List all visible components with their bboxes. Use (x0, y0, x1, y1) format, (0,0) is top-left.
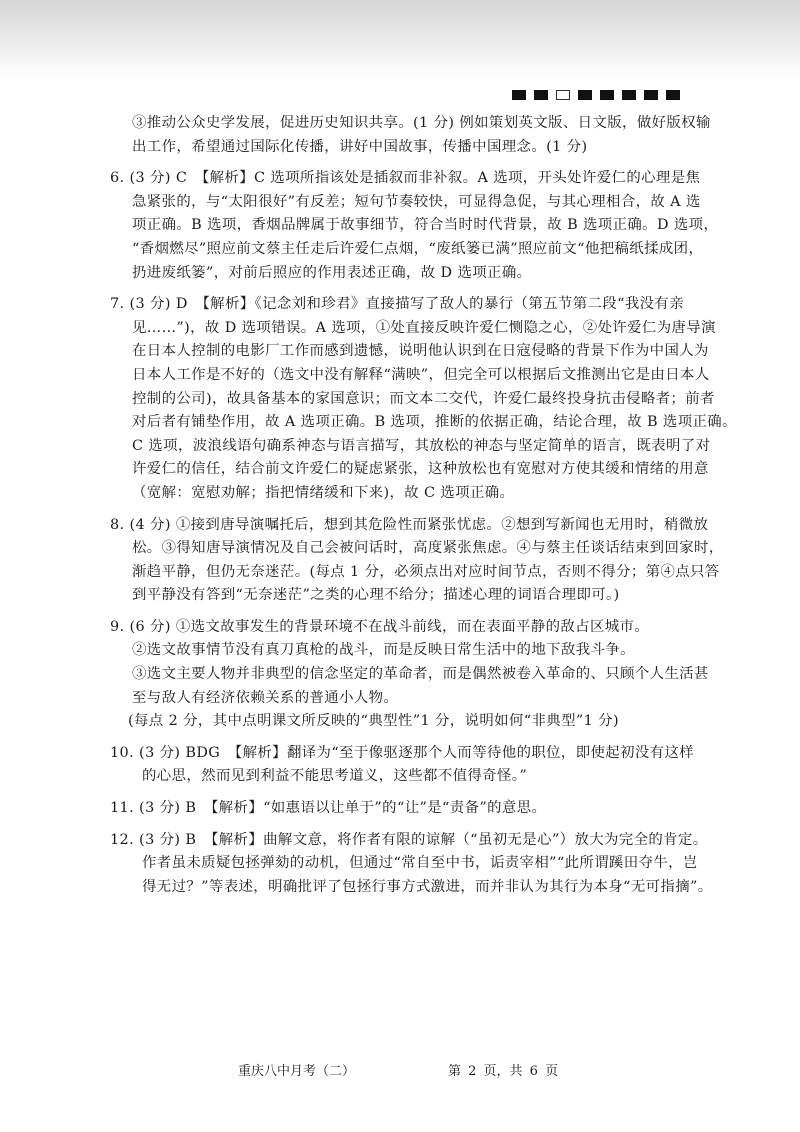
answer-11 (110, 797, 710, 821)
footer-page-number: 第 2 页，共 6 页 (448, 1064, 559, 1079)
header-mark (666, 90, 680, 100)
question-line: 9. (6 分) ①选文故事发生的背景环境不在战斗前线，而在表面平静的敌占区城市。 (110, 618, 650, 635)
text-line: 作者虽未质疑包拯弹劾的动机，但通过“常自至中书，诟责宰相”“此所谓蹊田夺牛，岂 (142, 855, 698, 872)
header-mark (512, 90, 526, 100)
text-line: C 选项，波浪线语句确系神态与语言描写，其放松的神态与坚定简单的语言，既表明了对 (132, 437, 711, 454)
text-line: （宽解：宽慰劝解；指把情绪缓和下来)，故 C 选项正确。 (132, 484, 515, 501)
question-line: 8. (4 分) ①接到唐导演嘱托后，想到其危险性而紧张忧虑。②想到写新闻也无用时，稍微放 (110, 516, 709, 533)
answer-9 (110, 616, 710, 734)
answer-12 (110, 829, 713, 900)
text-line: 许爱仁的信任，结合前文许爱仁的疑虑紧张，这种放松也有宽慰对方使其缓和情绪的用意 (132, 461, 709, 478)
text-line: 项正确。B 选项，香烟品牌属于故事细节，符合当时时代背景，故 B 选项正确。D 选项， (132, 217, 719, 234)
text-line: 到平静没有答到“无奈迷茫”之类的心理不给分；描述心理的词语合理即可。) (132, 587, 620, 604)
question-line: 12. (3 分) B 【解析】曲解文意，将作者有限的谅解（“虽初无是心”）放大为完全的肯定。 (110, 831, 708, 848)
scoring-note: (每点 2 分，其中点明课文所反映的“典型性”1 分，说明如何“非典型”1 分) (128, 713, 619, 730)
text-line: 松。③得知唐导演情况及自己会被问话时，高度紧张焦虑。④与蔡主任谈话结束到回家时， (132, 540, 724, 557)
text-line: 急紧张的，与“太阳很好”有反差；短句节奏较快，可显得急促，与其心理相合，故 A 选 (132, 193, 701, 210)
answer-6 (110, 167, 719, 285)
answer-5-continued (110, 112, 710, 159)
text-line: 日本人工作是不好的（选文中没有解释“满映”，但完全可以根据后文推测出它是由日本人 (132, 366, 710, 383)
text-line: 控制的公司)，故具备基本的家国意识；而文本二交代，许爱仁最终投身抗击侵略者；前者 (132, 390, 715, 407)
text-line: 渐趋平静，但仍无奈迷茫。(每点 1 分，必须点出对应时间节点，否则不得分；第④点只答 (132, 563, 720, 580)
header-mark (622, 90, 636, 100)
text-line: 出工作，希望通过国际化传播，讲好中国故事，传播中国理念。(1 分) (132, 138, 588, 155)
answer-8 (110, 514, 724, 608)
text-line: ③选文主要人物并非典型的信念坚定的革命者，而是偶然被卷入革命的、只顾个人生活甚 (132, 666, 709, 683)
header-mark (644, 90, 658, 100)
question-line: 6. (3 分) C 【解析】C 选项所指该处是插叙而非补叙。A 选项，开头处许爱仁的心理是焦 (110, 170, 701, 187)
text-line: ③推动公众史学发展，促进历史知识共享。(1 分) 例如策划英文版、日文版，做好版权输 (132, 115, 711, 131)
question-line: 10. (3 分) BDG 【解析】翻译为“至于像驱逐那个人而等待他的职位，即使起初没有这样 (110, 744, 695, 761)
scan-shadow (0, 0, 800, 80)
header-mark (578, 90, 592, 100)
text-line: 见……”)，故 D 选项错误。A 选项，①处直接反映许爱仁恻隐之心，②处许爱仁为唐导演 (132, 319, 716, 336)
header-mark (534, 90, 548, 100)
text-line: 对后者有铺垫作用，故 A 选项正确。B 选项，推断的依据正确，结论合理，故 B 选项正确。 (132, 414, 737, 431)
text-line: ②选文故事情节没有真刀真枪的战斗，而是反映日常生活中的地下敌我斗争。 (132, 642, 635, 659)
text-line: “香烟燃尽”照应前文蔡主任走后许爱仁点烟，“废纸篓已满”照应前文“他把稿纸揉成团， (132, 240, 704, 257)
question-line: 11. (3 分) B 【解析】“如惠语以让单于”的“让”是“责备”的意思。 (110, 800, 547, 817)
answer-10 (110, 742, 710, 789)
text-line: 的心思，然而见到利益不能思考道义，这些都不值得奇怪。” (142, 768, 528, 785)
header-mark-open (556, 90, 570, 100)
answer-7 (110, 293, 737, 505)
page-footer (0, 1060, 800, 1080)
text-line: 得无过？”等表述，明确批评了包拯行事方式激进，而并非认为其行为本身“无可指摘”。 (142, 878, 713, 895)
text-line: 在日本人控制的电影厂工作而感到遗憾，说明他认识到在日寇侵略的背景下作为中国人为 (132, 343, 709, 360)
question-line: 7. (3 分) D 【解析】《记念刘和珍君》直接描写了敌人的暴行（第五节第二段“我没有亲 (110, 296, 685, 313)
footer-exam-name: 重庆八中月考（二） (238, 1064, 356, 1079)
text-line: 至与敌人有经济依赖关系的普通小人物。 (132, 689, 399, 706)
answer-content (110, 112, 737, 899)
header-mark (600, 90, 614, 100)
text-line: 扔进废纸篓”，对前后照应的作用表述正确，故 D 选项正确。 (132, 264, 532, 281)
